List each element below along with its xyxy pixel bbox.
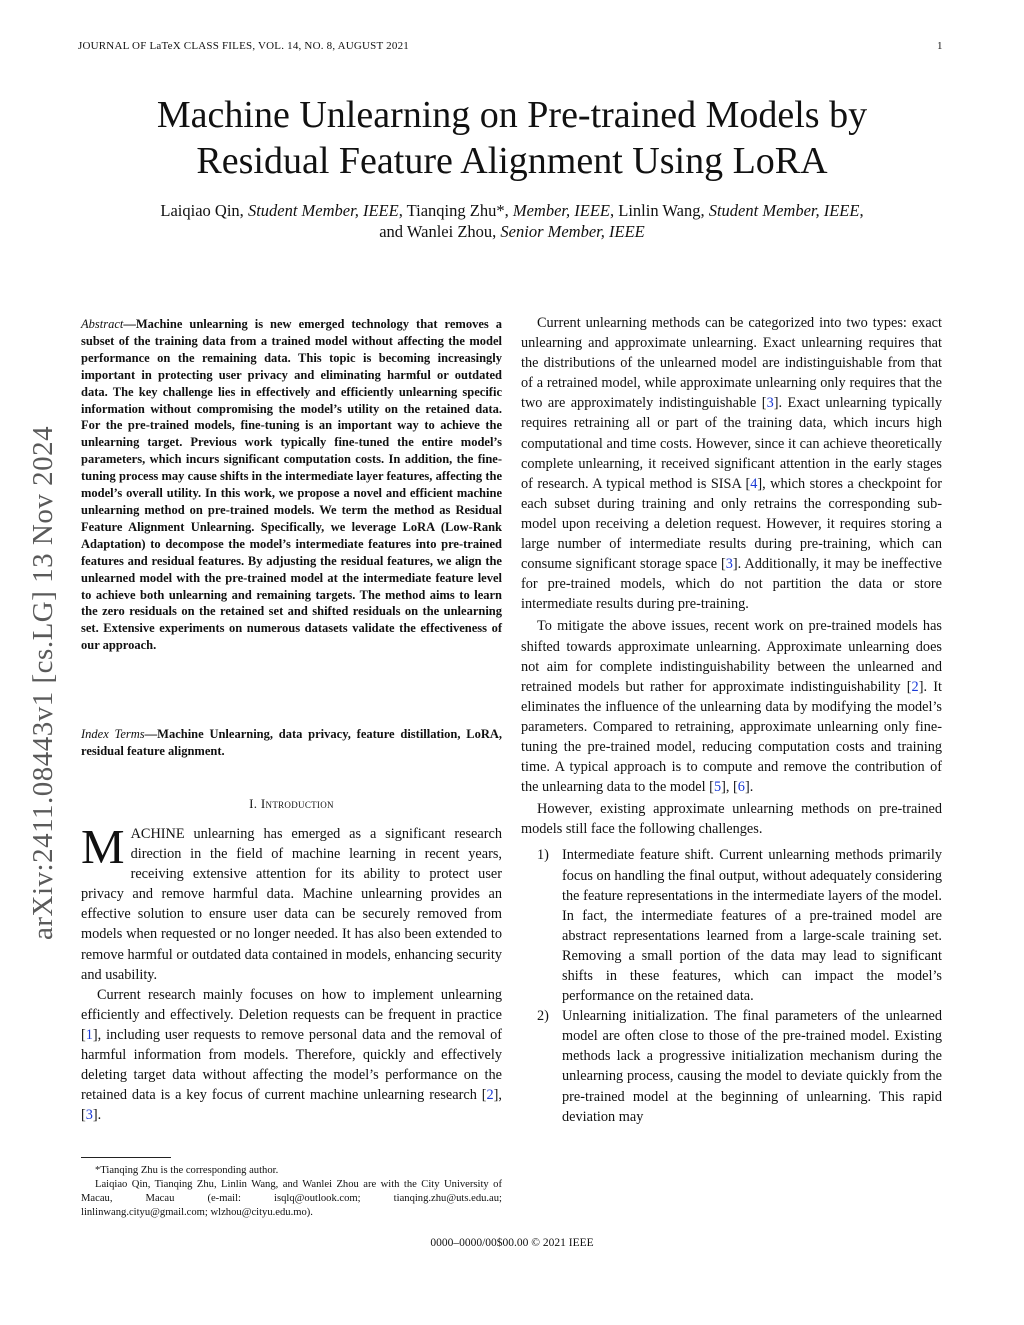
list-item (521, 1006, 942, 1127)
index-terms-text: —Machine Unlearning, data privacy, feature distillation, LoRA, residual feature alignment. (81, 727, 503, 758)
index-terms-label: Index Terms (81, 727, 145, 741)
right-paragraph-3: However, existing approximate unlearning methods on pre-trained models still face the following challenges. (521, 801, 942, 838)
list-item (521, 845, 942, 1006)
paper-title (60, 92, 964, 184)
running-header: JOURNAL OF LaTeX CLASS FILES, VOL. 14, NO. 8, AUGUST 2021 (78, 40, 409, 52)
author-line-2 (60, 221, 964, 242)
right-column-body (521, 313, 942, 1127)
section-title: Introduction (260, 796, 334, 811)
title-line-2: Residual Feature Alignment Using LoRA (196, 140, 828, 182)
citation-link[interactable]: 1 (85, 1026, 93, 1043)
text-run: To mitigate the above issues, recent work on pre-trained models has shifted towards approximate unlearning. Approximate unlearning does not aim for complete indistinguishability between the unlearned and retrained models but rather for approximate indistinguishability [ (521, 618, 942, 695)
text-run: ]. Exact unlearning typically requires retraining all or part of the training data, which incurs high computational and time costs. However, since it can achieve theoretically complete unlearning, it received significant attention in the early stages of research. A typical method is SISA [ (521, 395, 942, 492)
author-2-role: Member, IEEE (512, 201, 610, 220)
author-1: Laiqiao Qin, (160, 201, 248, 220)
intro-p1-text: ACHINE unlearning has emerged as a significant research direction in the field of machine learning in recent years, receiving extensive attention for its ability to protect user privacy and remove harmful data. Machine unlearning provides an effective solution to ensure user data can be securely removed from models when requested or no longer needed. It has also been extended to remove harmful or outdated data contained in models, enhancing security and usability. (81, 826, 502, 983)
right-paragraph-1 (521, 313, 942, 614)
page-number: 1 (937, 40, 943, 52)
index-terms (81, 726, 502, 760)
citation-link[interactable]: 3 (766, 395, 774, 412)
author-1-role: Student Member, IEEE (247, 201, 399, 220)
introduction-body (81, 819, 502, 1125)
intro-paragraph-1 (81, 819, 502, 985)
footnote-corresponding: *Tianqing Zhu is the corresponding author. (95, 1165, 279, 1176)
text-run: Current research mainly focuses on how to implement unlearning efficiently and effectively. Deletion requests can be frequent in practice [ (81, 986, 502, 1043)
arxiv-stamp-text: arXiv:2411.08443v1 [cs.LG] 13 Nov 2024 (27, 425, 59, 940)
title-line-1: Machine Unlearning on Pre-trained Models by (156, 94, 868, 136)
text-run: ], [ (721, 779, 738, 796)
arxiv-stamp (24, 350, 64, 940)
text-run: ]. Additionally, it may be ineffective for pre-trained models, which do not partition the data or store intermediate results during pre-training. (521, 556, 943, 613)
text-run: Current unlearning methods can be categorized into two types: exact unlearning and approximate unlearning. Exact unlearning requires that the distributions of the unlearned model are indistinguishable from that of a retrained model, while approximate unlearning only requires that the two are approximately indistinguishable [ (521, 315, 942, 412)
abstract (81, 316, 502, 654)
citation-link[interactable]: 4 (750, 475, 758, 492)
citation-link[interactable]: 2 (911, 678, 919, 695)
text-run: ]. It eliminates the influence of the unlearning data by modifying the model’s parameters. Compared to retraining, approximate unlearning only fine-tuning the pre-trained model, reducing computation costs and training time. A typical approach is to compute and remove the contribution of the unlearning data to the model [ (521, 678, 942, 796)
right-paragraph-2 (521, 616, 942, 797)
text-run: ], including user requests to remove personal data and the removal of harmful information from models. Therefore, quickly and effectively deleting target data without affecting the model’s performance on the retained data is a key focus of current machine unlearning research [ (81, 1026, 502, 1104)
text-run: ]. (92, 1107, 102, 1124)
author-4-role: Senior Member, IEEE (500, 222, 645, 241)
footnote (81, 1164, 502, 1220)
text-run: ], which stores a checkpoint for each subset during training and only retrains the corresponding sub-model upon receiving a deletion request. However, it requires storing a large number of intermediate results during pre-training, which can consume significant storage space [ (521, 475, 942, 573)
author-3: , Linlin Wang, (609, 201, 709, 220)
section-heading-introduction (81, 796, 502, 812)
citation-link[interactable]: 5 (713, 779, 722, 796)
author-3-role: Student Member, IEEE (708, 201, 860, 220)
author-line-1 (60, 200, 964, 221)
author-list (60, 200, 964, 242)
citation-link[interactable]: 6 (737, 779, 745, 796)
footnote-affiliation: Laiqiao Qin, Tianqing Zhu, Linlin Wang, and Wanlei Zhou are with the City University of Macau, Macau (e-mail: isqlq@outlook.com; tianqing.zhu@uts.edu.au; linlinwang.cityu@gmail.com; wlzhou@cityu.edu.mo). (81, 1179, 502, 1218)
citation-link[interactable]: 3 (85, 1107, 93, 1124)
copyright-footer: 0000–0000/00$00.00 © 2021 IEEE (430, 1237, 594, 1249)
footnote-divider (81, 1157, 171, 1158)
challenge-list (521, 845, 942, 1126)
section-number: I. (249, 796, 261, 811)
text-run: ], [ (81, 1087, 502, 1124)
author-4: and Wanlei Zhou, (379, 222, 501, 241)
abstract-label: Abstract (81, 317, 124, 331)
citation-link[interactable]: 2 (486, 1087, 494, 1104)
drop-cap: M (81, 819, 125, 874)
citation-link[interactable]: 3 (725, 556, 733, 573)
text-run: ]. (744, 779, 754, 796)
author-2: , Tianqing Zhu*, (398, 201, 513, 220)
intro-paragraph-2 (81, 985, 502, 1126)
list-text: Unlearning initialization. The final parameters of the unlearned model are often close to those of the pre-trained model. Existing methods lack a progressive initialization mechanism during the unlearning process, causing the model to deviate quickly from the pre-trained model at the beginning of unlearning. This rapid deviation may (562, 1008, 942, 1125)
author-separator: , (859, 201, 864, 220)
list-number: 2) (537, 1008, 549, 1025)
abstract-text: —Machine unlearning is new emerged technology that removes a subset of the training data from a trained model without affecting the model performance on the remaining data. This topic is becoming increasingly important in protecting user privacy and eliminating harmful or outdated data. The key challenge lies in effectively and efficiently unlearning specific information without compromising the model’s utility on the retained data. For the pre-trained models, fine-tuning is an important way to achieve the unlearning target. Previous work typically fine-tuned the entire model’s parameters, which incurs significant computation costs. In addition, the fine-tuning process may cause shifts in the intermediate layer features, affecting the model’s overall utility. In this work, we propose a novel and efficient machine unlearning method on pre-trained models. We term the method as Residual Feature Alignment Unlearning. Specifically, we leverage LoRA (Low-Rank Adaptation) to decompose the model’s intermediate features into pre-trained features and residual features. By adjusting the residual features, we align the unlearned model with the pre-trained model at the intermediate feature level to achieve both unlearning and remaining targets. The method aims to learn the zero residuals on the retained set and shifted residuals on the unlearning set. Extensive experiments on numerous datasets validate the effectiveness of our approach. (81, 317, 502, 653)
list-text: Intermediate feature shift. Current unlearning methods primarily focus on handling the final output, without adequately considering the feature representations in the intermediate layers of the model. In fact, the intermediate features of a pre-trained model are abstract representations learned from a large-scale training set. Removing a small portion of the data may lead to significant shifts in these features, which can impact the model’s performance on the retained data. (562, 847, 942, 1005)
list-number: 1) (537, 847, 549, 864)
